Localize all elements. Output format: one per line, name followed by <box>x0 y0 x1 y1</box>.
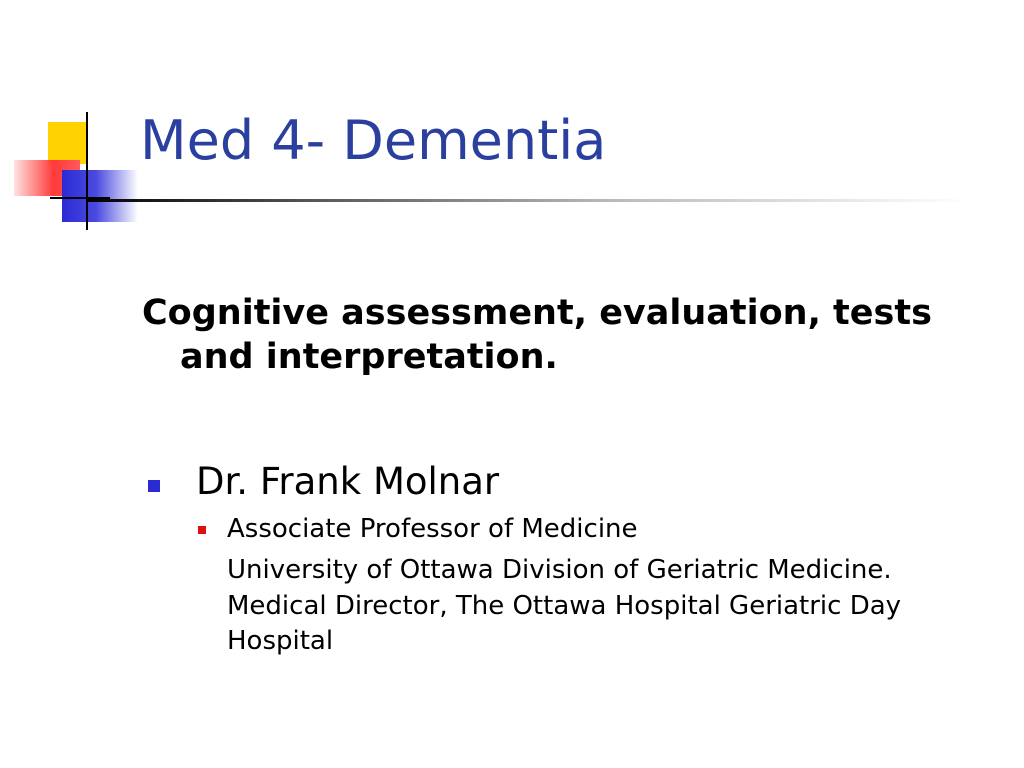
slide-title: Med 4- Dementia <box>140 109 607 172</box>
blue-square <box>62 170 138 222</box>
sub-bullet-item <box>142 512 1002 547</box>
red-square-bullet-icon <box>198 526 206 534</box>
slide-subtitle: Cognitive assessment, evaluation, tests and interpretation. <box>142 293 932 377</box>
yellow-square <box>48 122 88 164</box>
vertical-line <box>86 112 88 230</box>
bullet-list <box>142 460 1002 660</box>
bullet-text: Dr. Frank Molnar <box>196 460 500 503</box>
bullet-item <box>142 460 1002 504</box>
decorative-squares-logo <box>0 0 160 240</box>
title-underline <box>88 199 968 202</box>
blue-square-bullet-icon <box>148 480 160 492</box>
sub-bullet-text: Associate Professor of Medicine <box>227 514 638 545</box>
sub-bullet-continuation: University of Ottawa Division of Geriatric Medicine. Medical Director, The Ottawa Hospital Geriatric Day Hospital <box>227 555 902 657</box>
